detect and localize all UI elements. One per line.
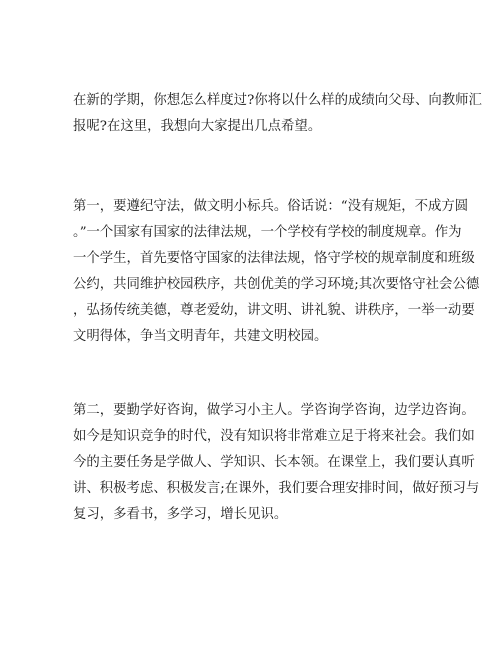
text-line: 第二，要勤学好咨询，做学习小主人。学咨询学咨询，边学边咨询。 [73,403,475,418]
text-line: 如今是知识竞争的时代，没有知识将非常难立足于将来社会。我们如 [73,429,475,444]
text-line: 文明得体，争当文明青年，共建文明校园。 [73,329,328,344]
text-line: 今的主要任务是学做人、学知识、长本领。在课堂上，我们要认真听 [73,455,475,470]
text-line: ，弘扬传统美德，尊老爱幼，讲文明、讲礼貌、讲秩序，一举一动要 [73,303,475,318]
text-line: 复习，多看书，多学习，增长见识。 [73,507,288,522]
text-line: 公约，共同维护校园秩序，共创优美的学习环境;其次要恪守社会公德 [73,277,480,292]
text-line: 讲、积极考虑、积极发言;在课外，我们要合理安排时间，做好预习与 [73,481,480,496]
paragraph-first-point [73,194,480,350]
text-line: 在新的学期，你想怎么样度过?你将以什么样的成绩向父母、向教师汇 [73,93,482,108]
text-line: 第一，要遵纪守法，做文明小标兵。俗话说：“没有规矩，不成方圆 [73,199,469,214]
text-line: 。”一个国家有国家的法律法规，一个学校有学校的制度规章。作为 [73,225,462,240]
paragraph-second-point [73,398,480,528]
text-line: 报呢?在这里，我想向大家提出几点希望。 [73,119,322,134]
paragraph-intro [73,88,482,140]
text-line: 一个学生，首先要恪守国家的法律法规，恪守学校的规章制度和班级 [73,251,475,266]
